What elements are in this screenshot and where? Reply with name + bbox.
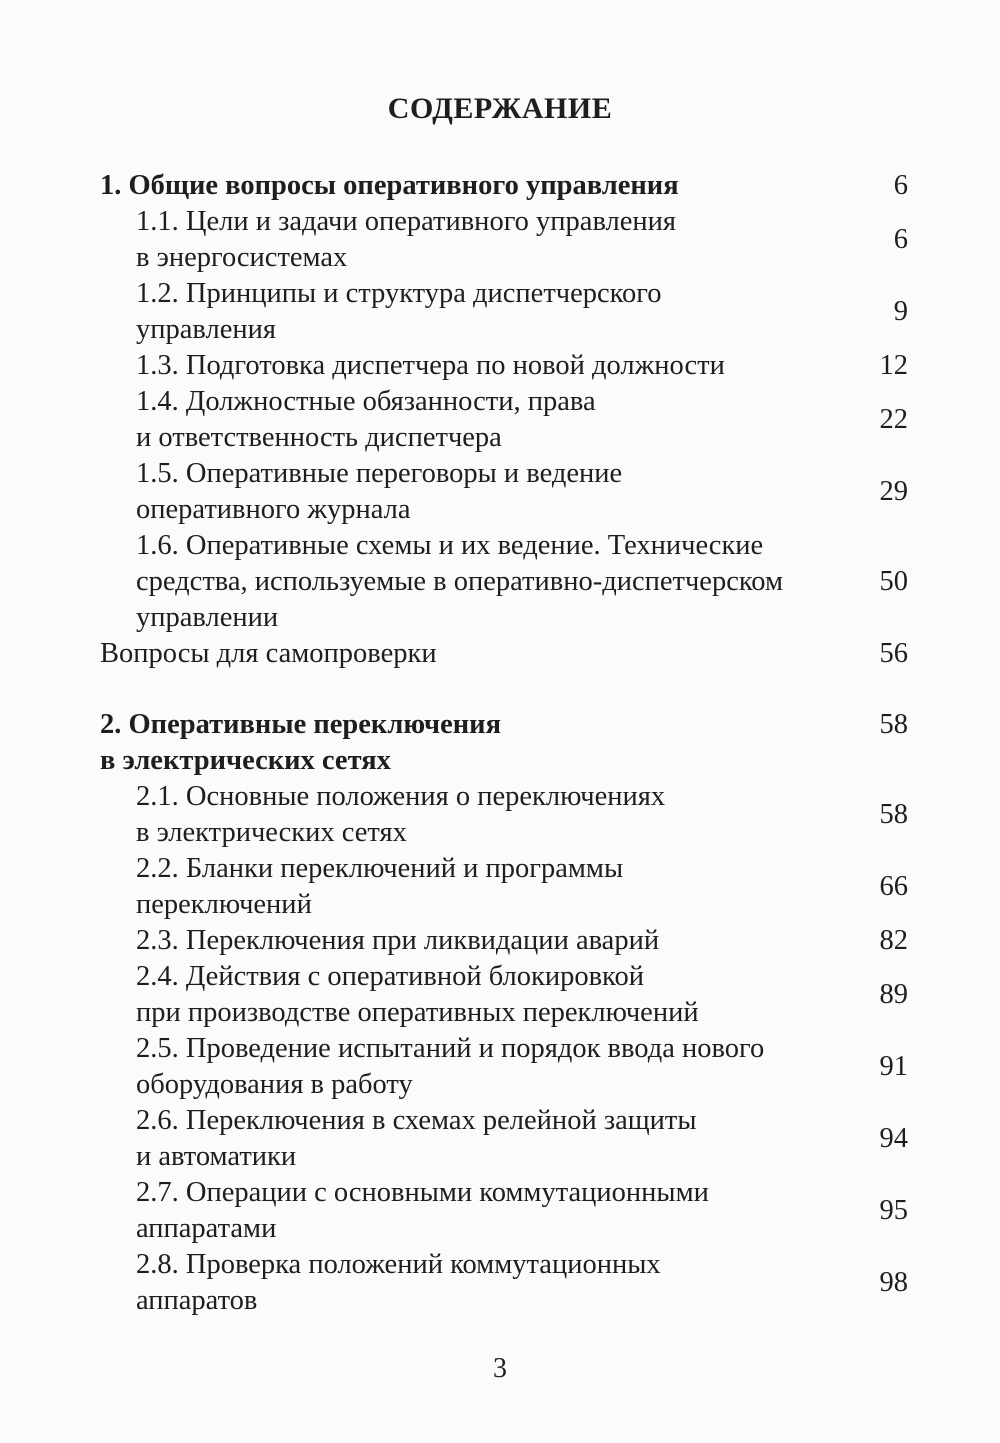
toc-entry-text: 1.5. Оперативные переговоры и ведение оперативного журнала xyxy=(136,458,623,525)
toc-entry-page: 95 xyxy=(879,1195,908,1226)
toc-entry-page: 6 xyxy=(893,170,908,201)
toc-entry-text: 2.7. Операции с основными коммутационными аппаратами xyxy=(136,1177,709,1244)
toc-entry-page: 58 xyxy=(879,709,908,740)
toc-entry-text: Вопросы для самопроверки xyxy=(100,638,437,669)
toc-entry-text: 2.2. Бланки переключений и программы переключений xyxy=(136,853,624,920)
toc-entry-page: 6 xyxy=(893,224,908,255)
toc-entry-text: 2.8. Проверка положений коммутационных аппаратов xyxy=(136,1249,661,1316)
toc-entry-text: 1.6. Оперативные схемы и их ведение. Технические средства, используемые в оперативно-диспетчерском управлении xyxy=(136,530,783,633)
toc-entry-text: 2.6. Переключения в схемах релейной защиты и автоматики xyxy=(136,1105,697,1172)
toc-entry-text: 2. Оперативные переключения в электрических сетях xyxy=(100,709,502,776)
toc-entry-page: 58 xyxy=(879,799,908,830)
toc-entry-text: 1.4. Должностные обязанности, права и ответственность диспетчера xyxy=(136,386,596,453)
toc-entry-text: 2.4. Действия с оперативной блокировкой при производстве оперативных переключений xyxy=(136,961,699,1028)
toc-entry-text: 2.5. Проведение испытаний и порядок ввода нового оборудования в работу xyxy=(136,1033,765,1100)
toc-entry-page: 98 xyxy=(879,1267,908,1298)
toc-entry-page: 22 xyxy=(879,404,908,435)
toc-entry-page: 29 xyxy=(879,476,908,507)
toc-entry-text: 2.1. Основные положения о переключениях в электрических сетях xyxy=(136,781,666,848)
toc-entry-page: 66 xyxy=(879,871,908,902)
page-title: СОДЕРЖАНИЕ xyxy=(387,92,613,125)
toc-entry-page: 91 xyxy=(879,1051,908,1082)
toc-entry-text: 1.2. Принципы и структура диспетчерского управления xyxy=(136,278,662,345)
toc-entry-page: 94 xyxy=(879,1123,908,1154)
toc-entry-page: 50 xyxy=(879,566,908,597)
page-number: 3 xyxy=(493,1353,507,1384)
toc-entry-text: 1.3. Подготовка диспетчера по новой должности xyxy=(136,350,725,381)
toc-entry-page: 12 xyxy=(879,350,908,381)
toc-entry-page: 82 xyxy=(879,925,908,956)
toc-entry-text: 1. Общие вопросы оперативного управления xyxy=(100,170,679,201)
toc-entry-page: 56 xyxy=(879,638,908,669)
toc-entry-text: 1.1. Цели и задачи оперативного управления в энергосистемах xyxy=(136,206,677,273)
toc-entry-text: 2.3. Переключения при ликвидации аварий xyxy=(136,925,660,956)
toc-entry-page: 9 xyxy=(893,296,908,327)
toc-entry-page: 89 xyxy=(879,979,908,1010)
